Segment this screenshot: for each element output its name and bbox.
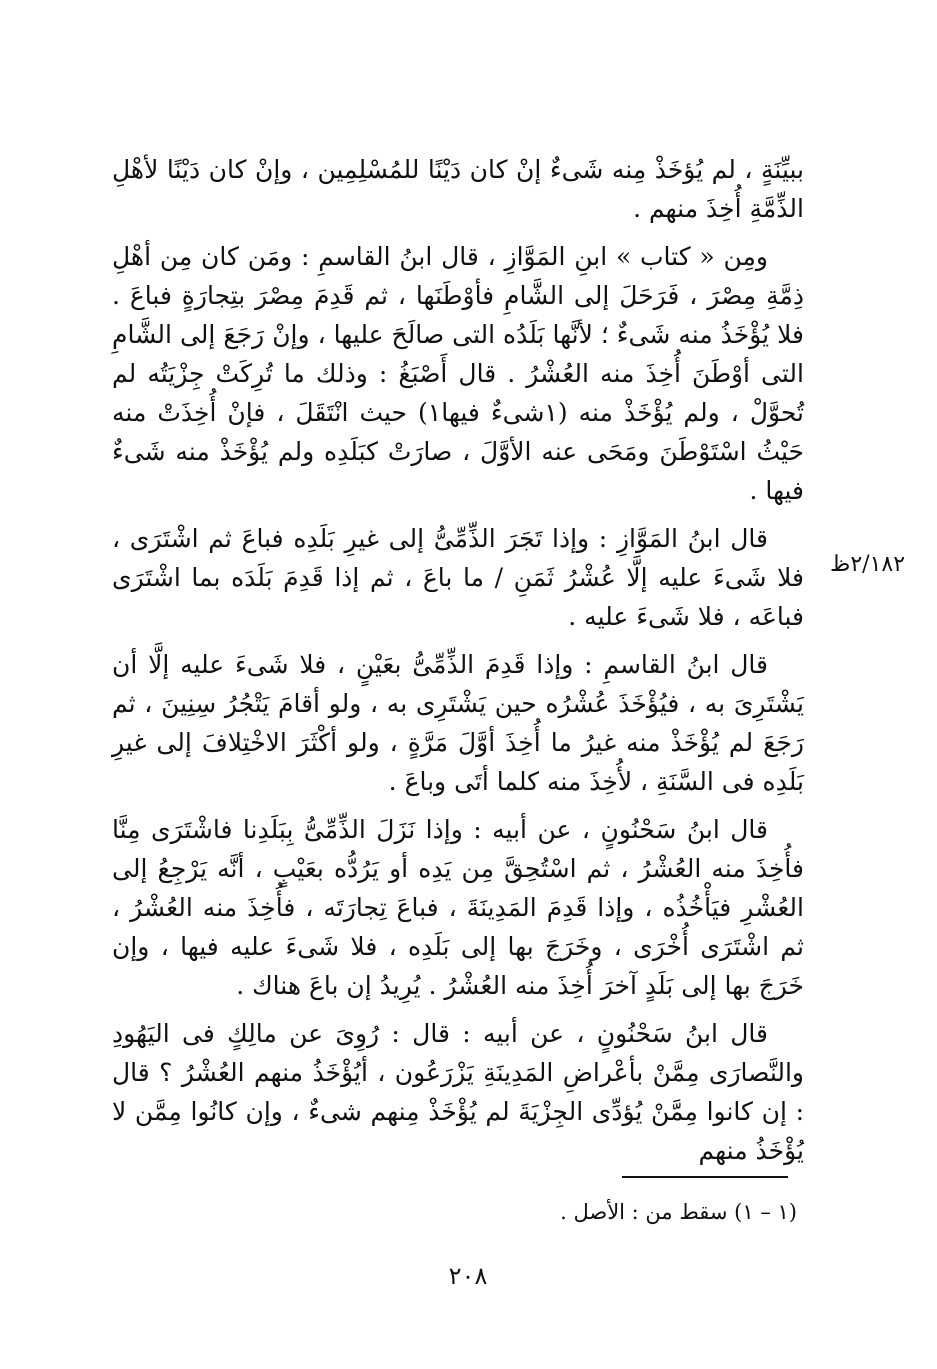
footnote: (١ – ١) سقط من : الأصل . [560, 1200, 797, 1224]
footnote-separator [622, 1176, 788, 1178]
paragraph-6: قال ابنُ سَحْنُونٍ ، عن أبيه : قال : رُوِىَ عن مالِكٍ فى اليَهُودِ والنَّصارَى مِمَّنْ بأعْراضِ المَدِينَةِ يَزْرَعُون ، أيُؤْخَذُ منهم العُشْرُ ؟ قال : إن كانوا مِمَّنْ يُؤدِّى الجِزْيَةَ لم يُؤْخَذْ مِنهم شىءٌ ، وإن كانُوا مِمَّن لا يُؤْخَذُ منهم [112, 1019, 804, 1165]
paragraph-2: ومِن « كتاب » ابنِ المَوَّازِ ، قال ابنُ القاسمِ : ومَن كان مِن أهْلِ ذِمَّةِ مِصْرَ ، فَرَحَلَ إلى الشَّامِ فأوْطَنَها ، ثم قَدِمَ مِصْرَ بتِجارَةٍ فباعَ . فلا يُؤْخَذُ منه شَىءٌ ؛ لأنَّها بَلَدُه التى صالَحَ عليها ، وإنْ رَجَعَ إلى الشَّامِ التى أوْطَنَ أُخِذَ منه العُشْرُ . قال أَصْبَغُ : وذلك ما تُرِكَتْ جِزْيَتُه لم تُحوَّلْ ، ولم يُؤْخَذْ منه (١شىءٌ فيها١) حيث انْتَقَلَ ، فإنْ أُخِذَتْ منه حَيْثُ اسْتَوْطَنَ ومَحَى عنه الأوَّلَ ، صارَتْ كبَلَدِه ولم يُؤْخَذْ منه شَىءٌ فيها . [112, 242, 804, 505]
paragraph-1: ببيِّنَةٍ ، لم يُؤخَذْ مِنه شَىءٌ إنْ كان دَيْنًا للمُسْلِمِين ، وإنْ كان دَيْنًا لأهْلِ الذِّمَّةِ أُخِذَ منهم . [112, 155, 804, 223]
paragraph-5: قال ابنُ سَحْنُونٍ ، عن أبيه : وإذا نَزَلَ الذِّمِّىُّ بِبَلَدِنا فاشْتَرَى مِنَّا فأُخِذَ منه العُشْرُ ، ثم اسْتُحِقَّ مِن يَدِه أو يَرُدُّه بعَيْبٍ ، أنَّه يَرْجِعُ إلى العُشْرِ فيَأْخُذُه ، وإذا قَدِمَ المَدِينَةَ ، فباعَ تِجارَتَه ، فأُخِذَ منه العُشْرُ ، ثم اشْتَرَى أُخْرَى ، وخَرَجَ بها إلى بَلَدِه ، فلا شَىءَ عليه فيها ، وإن خَرَجَ بها إلى بَلَدٍ آخرَ أُخِذَ منه العُشْرُ . يُرِيدُ إن باعَ هناك . [112, 815, 804, 1000]
margin-folio-note: ٢/١٨٢ظ [830, 552, 906, 577]
paragraph-3: قال ابنُ المَوَّازِ : وإذا تَجَرَ الذِّمِّىُّ إلى غيرِ بَلَدِه فباعَ ثم اشْتَرَى ، فلا شَىءَ عليه إلَّا عُشْرُ ثَمَنِ / ما باعَ ، ثم إذا قَدِمَ بَلَدَه بما اشْتَرَى فباعَه ، فلا شَىءَ عليه . [112, 524, 804, 631]
page-number: ٢٠٨ [448, 1262, 488, 1290]
paragraph-4: قال ابنُ القاسمِ : وإذا قَدِمَ الذِّمِّىُّ بعَيْنٍ ، فلا شَىءَ عليه إلَّا أن يَشْتَرِىَ به ، فيُؤْخَذَ عُشْرُه حين يَشْتَرِى به ، ولو أقامَ يَتْجُرُ سِنِينَ ، ثم رَجَعَ لم يُؤْخَذْ منه غيرُ ما أُخِذَ أوَّلَ مَرَّةٍ ، ولو أكْثَرَ الاخْتِلافَ إلى غيرِ بَلَدِه فى السَّنَةِ ، لأُخِذَ منه كلما أتَى وباعَ . [112, 650, 804, 796]
body-text [112, 150, 804, 1179]
